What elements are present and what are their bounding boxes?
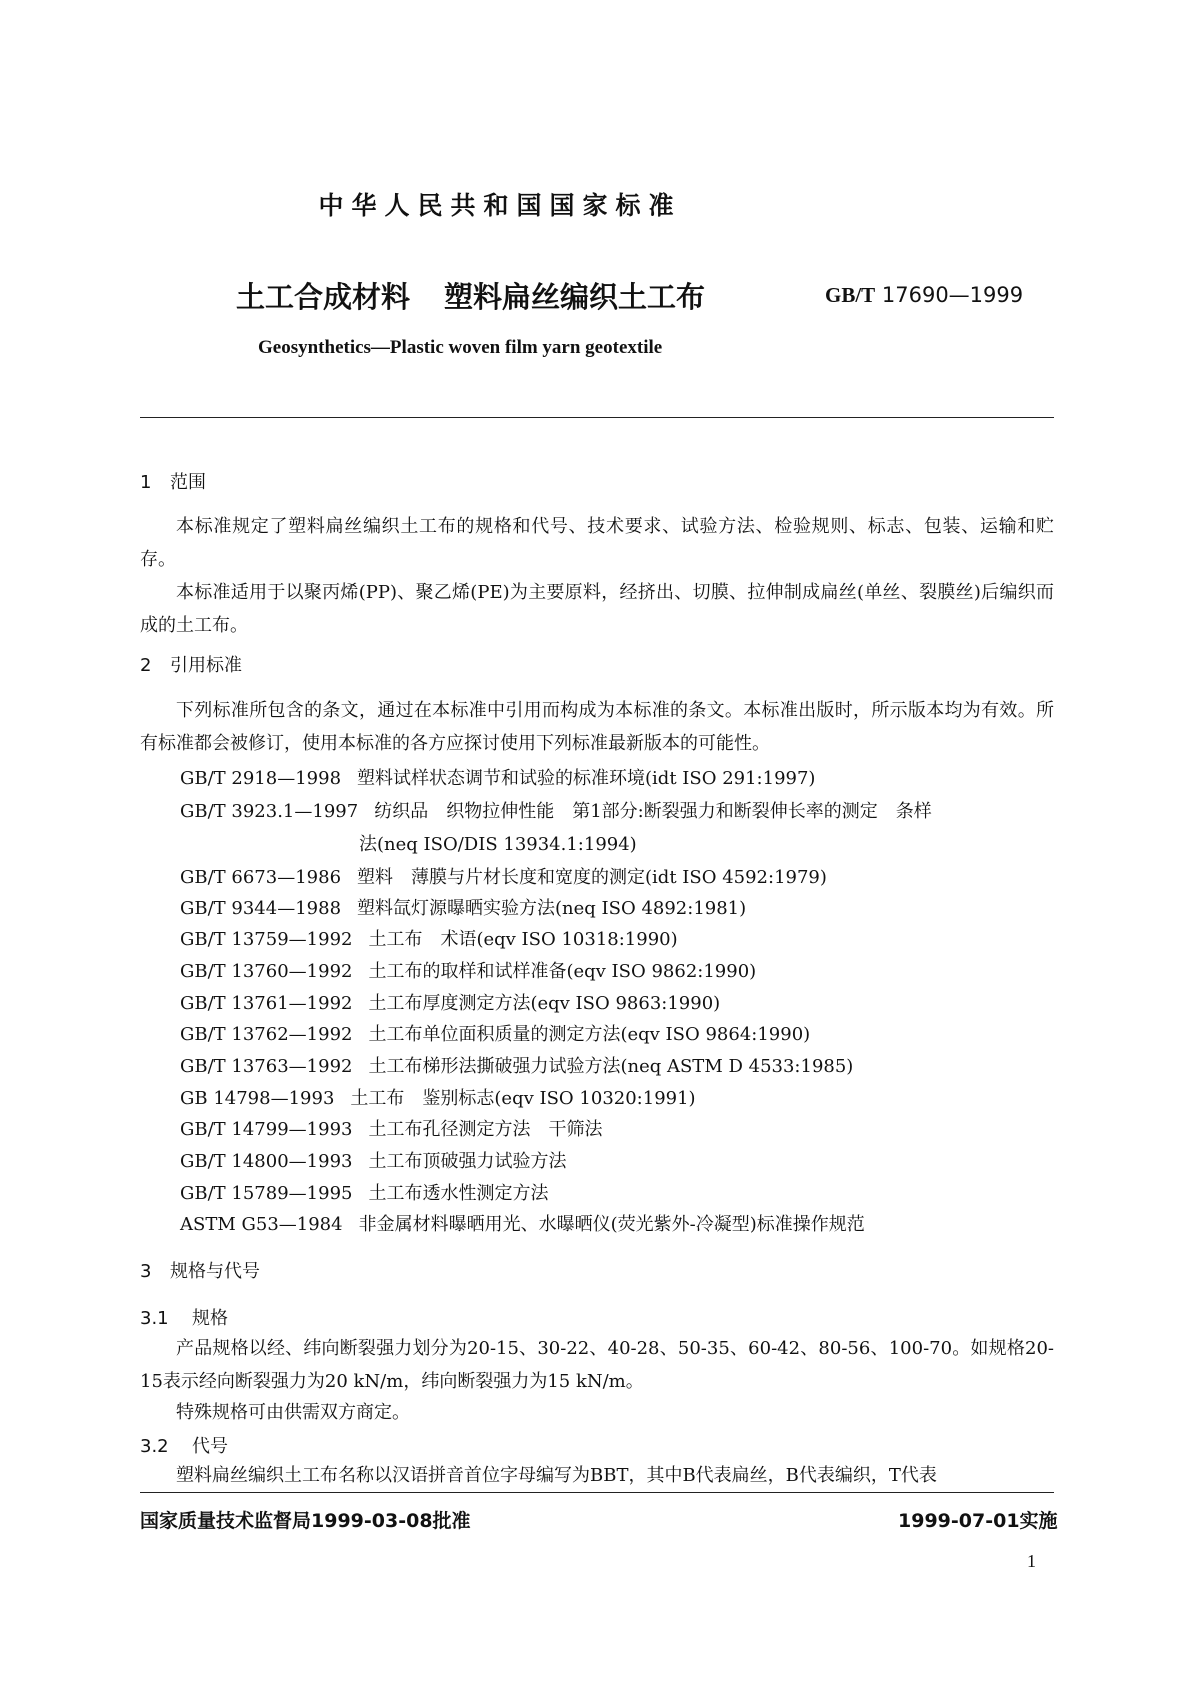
page-number: 1: [1027, 1551, 1036, 1571]
reference-item: GB/T 3923.1—1997 纺织品 织物拉伸性能 第1部分:断裂强力和断裂伸长率的测定 条样: [180, 801, 932, 822]
section-1-paragraph-2: 本标准适用于以聚丙烯(PP)、聚乙烯(PE)为主要原料，经挤出、切膜、拉伸制成扁丝(单丝、裂膜丝)后编织而成的土工布。: [140, 582, 1054, 636]
document-title: [236, 275, 705, 316]
header-divider: [140, 417, 1054, 418]
section-3-1-paragraph-1: 产品规格以经、纬向断裂强力划分为20-15、30-22、40-28、50-35、60-42、80-56、100-70。如规格20-15表示经向断裂强力为20 kN/m，纬向断裂强力为15 kN/m。: [140, 1338, 1054, 1392]
section-2-heading: 2 引用标准: [140, 655, 242, 676]
reference-item: GB/T 13759—1992 土工布 术语(eqv ISO 10318:1990): [180, 929, 678, 950]
approval-date: 国家质量技术监督局1999-03-08批准: [140, 1510, 471, 1532]
standard-number: [825, 283, 1023, 308]
reference-item: GB/T 13761—1992 土工布厚度测定方法(eqv ISO 9863:1990): [180, 993, 721, 1014]
reference-item: GB/T 15789—1995 土工布透水性测定方法: [180, 1183, 549, 1204]
reference-item: GB 14798—1993 土工布 鉴别标志(eqv ISO 10320:1991): [180, 1088, 696, 1109]
reference-item: GB/T 13760—1992 土工布的取样和试样准备(eqv ISO 9862:1990): [180, 961, 757, 982]
english-title: Geosynthetics—Plastic woven film yarn geotextile: [258, 337, 663, 358]
standard-code: 17690—1999: [881, 283, 1024, 307]
standard-prefix: GB/T: [825, 283, 876, 307]
section-3-2-heading: 3.2 代号: [140, 1436, 228, 1457]
section-3-2-paragraph-1: 塑料扁丝编织土工布名称以汉语拼音首位字母编写为BBT，其中B代表扁丝，B代表编织，T代表: [176, 1465, 937, 1486]
reference-item: GB/T 9344—1988 塑料氙灯源曝晒实验方法(neq ISO 4892:1981): [180, 898, 747, 919]
reference-item: GB/T 2918—1998 塑料试样状态调节和试验的标准环境(idt ISO 291:1997): [180, 768, 816, 789]
reference-item: GB/T 14800—1993 土工布顶破强力试验方法: [180, 1151, 567, 1172]
section-2-paragraph-1: 下列标准所包含的条文，通过在本标准中引用而构成为本标准的条文。本标准出版时，所示版本均为有效。所有标准都会被修订，使用本标准的各方应探讨使用下列标准最新版本的可能性。: [140, 700, 1054, 754]
reference-item: GB/T 14799—1993 土工布孔径测定方法 干筛法: [180, 1119, 603, 1140]
section-1-heading: 1 范围: [140, 472, 206, 493]
title-part-1: 土工合成材料: [236, 280, 411, 314]
footer-divider: [140, 1492, 1054, 1493]
section-3-1-heading: 3.1 规格: [140, 1308, 228, 1329]
reference-item: GB/T 13763—1992 土工布梯形法撕破强力试验方法(neq ASTM D 4533:1985): [180, 1056, 854, 1077]
reference-item: GB/T 6673—1986 塑料 薄膜与片材长度和宽度的测定(idt ISO 4592:1979): [180, 867, 827, 888]
reference-item: ASTM G53—1984 非金属材料曝晒用光、水曝晒仪(荧光紫外-冷凝型)标准操作规范: [180, 1214, 865, 1235]
title-part-2: 塑料扁丝编织土工布: [444, 280, 706, 314]
section-1-paragraph-1: 本标准规定了塑料扁丝编织土工布的规格和代号、技术要求、试验方法、检验规则、标志、包装、运输和贮存。: [140, 516, 1054, 570]
section-3-heading: 3 规格与代号: [140, 1261, 260, 1282]
section-3-1-paragraph-2: 特殊规格可由供需双方商定。: [176, 1402, 410, 1423]
reference-item-continuation: 法(neq ISO/DIS 13934.1:1994): [359, 834, 637, 855]
reference-item: GB/T 13762—1992 土工布单位面积质量的测定方法(eqv ISO 9864:1990): [180, 1024, 811, 1045]
effective-date: 1999-07-01实施: [898, 1510, 1058, 1532]
national-standard-heading: 中华人民共和国国家标准: [318, 191, 682, 220]
